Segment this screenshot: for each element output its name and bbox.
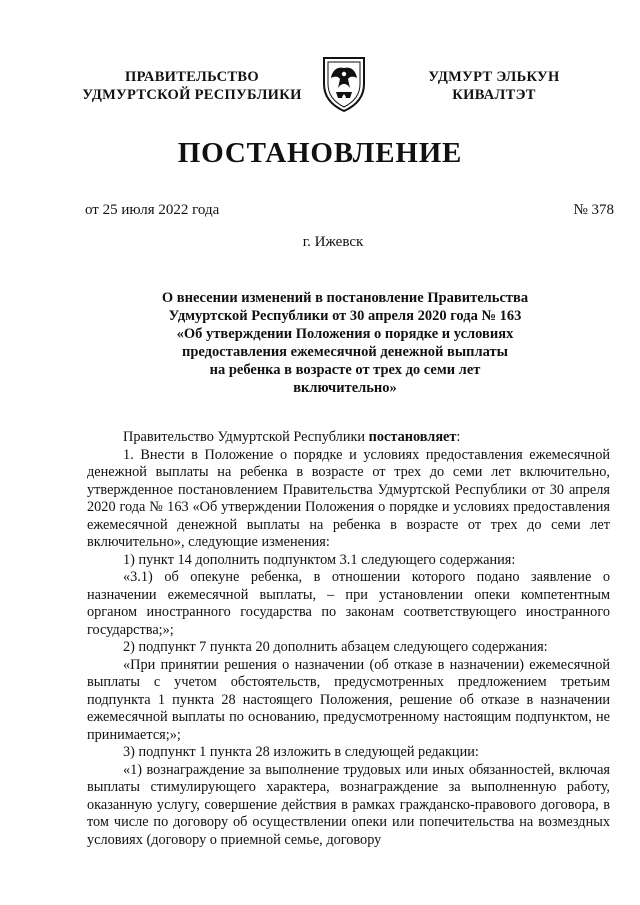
subject-line: «Об утверждении Положения о порядке и условиях — [176, 326, 514, 342]
subject-line: на ребенка в возрасте от трех до семи лет — [209, 362, 481, 378]
subject-line: включительно» — [293, 380, 397, 396]
subject-line: Удмуртской Республики от 30 апреля 2020 года № 163 — [168, 308, 522, 324]
document-body — [87, 429, 610, 849]
lead-keyword: постановляет — [368, 429, 457, 445]
body-paragraph: «1) вознаграждение за выполнение трудовых или иных обязанностей, включая выплаты стимулирующего характера, вознаграждение за выполненную работу, оказанную услугу, совершение действия в рамках гражданско-правового договора, в том числе по договору об осуществлении опеки или попечительства на возмездных условиях (договору о приемной семье, договору — [87, 761, 610, 848]
header-left-line-1: ПРАВИТЕЛЬСТВО — [125, 69, 259, 85]
body-paragraph: «При принятии решения о назначении (об отказе в назначении) ежемесячной выплаты с учетом обстоятельств, предусмотренных предложением третьим подпункта 1 пункта 28 настоящего Положения, решение об отказе в назначении ежемесячной выплаты по основанию, предусмотренному настоящим подпунктом, не принимается;»; — [87, 656, 610, 743]
header-right-line-2: КИВАЛТЭТ — [452, 87, 536, 103]
body-paragraph: 2) подпункт 7 пункта 20 дополнить абзацем следующего содержания: — [123, 639, 548, 655]
subject-line: предоставления ежемесячной денежной выплаты — [182, 344, 508, 360]
body-paragraph: 1) пункт 14 дополнить подпунктом 3.1 следующего содержания: — [123, 551, 516, 568]
udmurt-coat-of-arms-emblem — [318, 54, 370, 114]
body-paragraph: «3.1) об опекуне ребенка, в отношении которого подано заявление о назначении ежемесячной выплаты, – при установлении опеки компетентным органом иностранного государства по законам соответствующего иностранного государства;»; — [87, 569, 610, 638]
document-subject — [110, 289, 580, 397]
header-right-line-1: УДМУРТ ЭЛЬКУН — [428, 69, 560, 85]
body-paragraph: 1. Внести в Положение о порядке и условиях предоставления ежемесячной денежной выплаты на ребенка в возрасте от трех до семи лет включительно, утвержденное постановлением Правительства Удмуртской Республики от 30 апреля 2020 года № 163 «Об утверждении Положения о порядке и условиях предоставления ежемесячной денежной выплаты на ребенка в возрасте от трех до семи лет включительно», следующие изменения: — [87, 446, 610, 550]
lead-text: Правительство Удмуртской Республики — [123, 429, 369, 445]
header-left-line-2: УДМУРТСКОЙ РЕСПУБЛИКИ — [82, 87, 302, 103]
lead-end: : — [456, 429, 461, 445]
document-number: № 378 — [573, 202, 614, 218]
lead-paragraph — [87, 429, 610, 447]
header-right — [388, 68, 600, 104]
document-date: от 25 июля 2022 года — [85, 202, 220, 218]
document-title: ПОСТАНОВЛЕНИЕ — [177, 137, 463, 169]
body-paragraph: 3) подпункт 1 пункта 28 изложить в следующей редакции: — [123, 744, 479, 760]
header-left — [72, 68, 312, 104]
subject-line: О внесении изменений в постановление Правительства — [161, 290, 529, 306]
document-city: г. Ижевск — [302, 234, 364, 250]
